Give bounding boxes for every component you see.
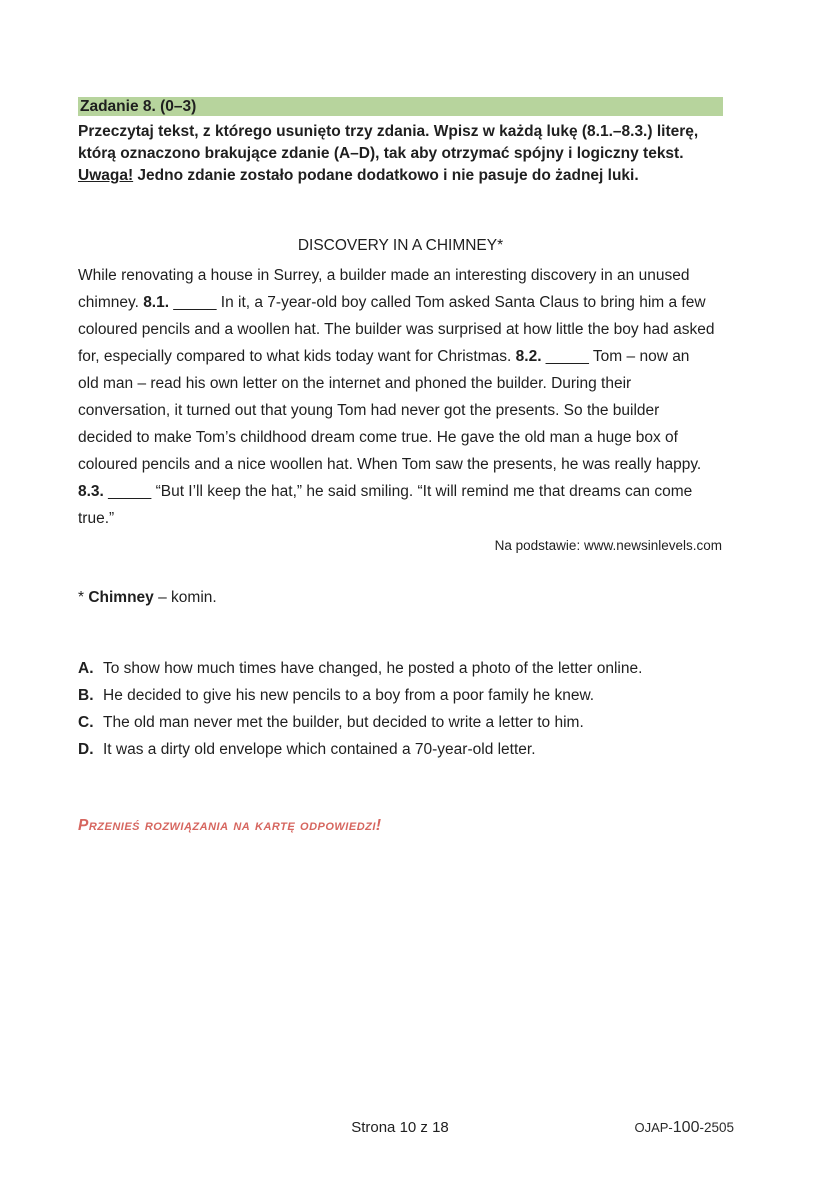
transfer-answers-note: Przenieś rozwiązania na kartę odpowiedzi! [78, 817, 382, 834]
text-segment: 8.3. [78, 483, 104, 500]
option-letter: A. [78, 660, 94, 677]
option-row-d [78, 736, 738, 763]
paragraph-line [78, 505, 778, 532]
sheet-code [634, 1117, 734, 1139]
option-text: He decided to give his new pencils to a boy from a poor family he knew. [103, 687, 595, 704]
option-row-a [78, 655, 738, 682]
task-header-bar [78, 97, 723, 116]
paragraph-line [78, 451, 778, 478]
text-segment: coloured pencils and a woollen hat. The builder was surprised at how little the boy had asked [78, 321, 715, 338]
sheet-code-prefix: OJAP- [634, 1120, 673, 1135]
sheet-code-suffix: -2505 [699, 1120, 734, 1135]
reading-title: DISCOVERY IN A CHIMNEY* [297, 237, 504, 254]
text-segment: coloured pencils and a nice woollen hat. When Tom saw the presents, he was really happy. [78, 456, 702, 473]
text-segment: decided to make Tom’s childhood dream come true. He gave the old man a huge box of [78, 429, 678, 446]
text-segment: * [78, 589, 89, 606]
paragraph-line [78, 478, 778, 505]
paragraph-line [78, 289, 778, 316]
task-instructions [78, 121, 778, 187]
text-segment: old man – read his own letter on the internet and phoned the builder. During their [78, 375, 632, 392]
option-letter: C. [78, 714, 94, 731]
text-segment: Chimney [88, 589, 154, 606]
text-segment: 8.1. [143, 294, 170, 311]
text-segment: chimney. [78, 294, 144, 311]
instruction-line [78, 165, 778, 187]
option-text: To show how much times have changed, he posted a photo of the letter online. [103, 660, 643, 677]
sheet-code-number: 100 [672, 1119, 700, 1136]
text-segment: _____ In it, a 7-year-old boy called Tom asked Santa Claus to bring him a few [169, 294, 706, 311]
text-segment: true.” [78, 510, 115, 527]
page-number: Strona 10 z 18 [351, 1119, 449, 1136]
paragraph-line [78, 343, 778, 370]
vocabulary-footnote [78, 588, 722, 608]
text-segment: _____ Tom – now an [541, 348, 690, 365]
paragraph-line [78, 397, 778, 424]
paragraph-line [78, 316, 778, 343]
text-segment: for, especially compared to what kids today want for Christmas. [78, 348, 516, 365]
paragraph-line [78, 370, 778, 397]
reading-paragraph [78, 262, 778, 532]
text-segment: _____ “But I’ll keep the hat,” he said smiling. “It will remind me that dreams can come [103, 483, 693, 500]
option-text: The old man never met the builder, but decided to write a letter to him. [103, 714, 584, 731]
source-attribution: Na podstawie: www.newsinlevels.com [494, 538, 722, 553]
page-footer [78, 1117, 734, 1139]
paragraph-line [78, 262, 778, 289]
text-segment: – komin. [153, 589, 217, 606]
option-letter: D. [78, 741, 94, 758]
option-text: It was a dirty old envelope which contained a 70-year-old letter. [103, 741, 536, 758]
option-row-c [78, 709, 738, 736]
text-segment: którą oznaczono brakujące zdanie (A–D), tak aby otrzymać spójny i logiczny tekst. [78, 145, 684, 162]
instruction-line [78, 121, 778, 143]
text-segment: Przeczytaj tekst, z którego usunięto trzy zdania. Wpisz w każdą lukę (8.1.–8.3.) literę, [78, 123, 699, 140]
text-segment: Jedno zdanie zostało podane dodatkowo i nie pasuje do żadnej luki. [133, 167, 639, 184]
answer-options [78, 655, 738, 763]
task-title: Zadanie 8. (0–3) [80, 98, 197, 115]
instruction-line [78, 143, 778, 165]
option-row-b [78, 682, 738, 709]
text-segment: conversation, it turned out that young Tom had never got the presents. So the builder [78, 402, 660, 419]
text-segment: 8.2. [515, 348, 542, 365]
text-segment: Uwaga! [78, 167, 134, 184]
option-letter: B. [78, 687, 94, 704]
text-segment: While renovating a house in Surrey, a builder made an interesting discovery in an unused [78, 267, 690, 284]
paragraph-line [78, 424, 778, 451]
